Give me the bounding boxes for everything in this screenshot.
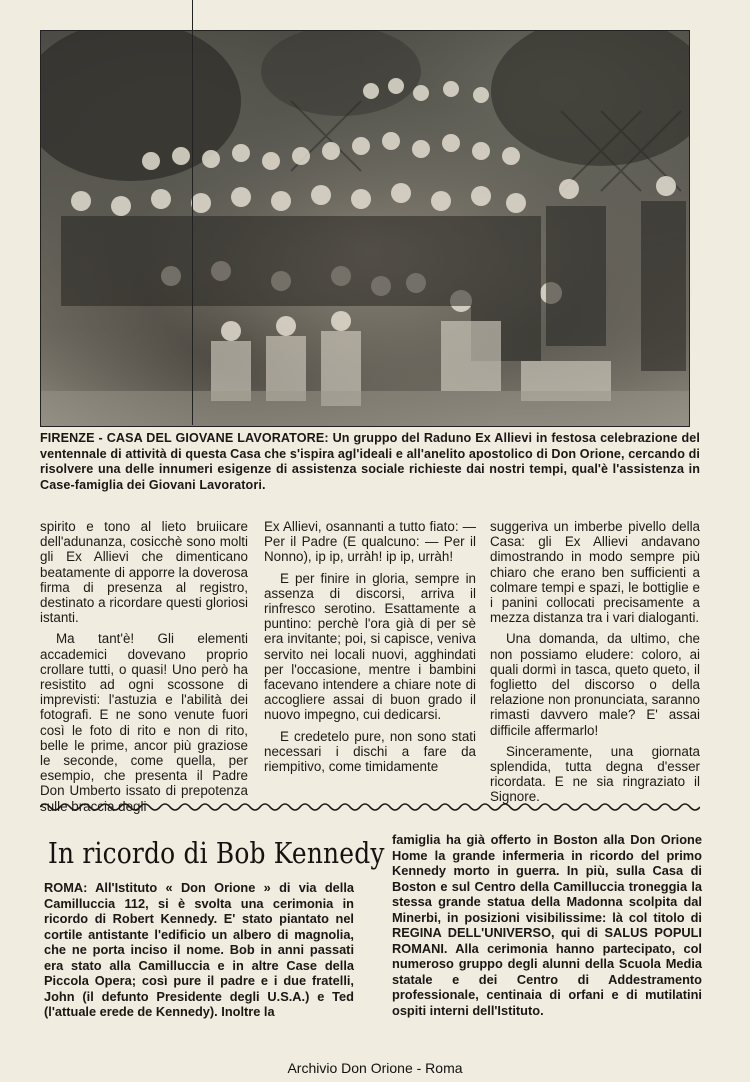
column-paragraph: Una domanda, da ultimo, che non possiamo eludere: coloro, ai quali dormì in tasca, queto queto, il foglietto del discorso o della relazione non pronunciata, saranno rimasti davvero male? E' assai difficile affermarlo! (490, 631, 700, 738)
column-paragraph: Ex Allievi, osannanti a tutto fiato: — Per il Padre (E qualcuno: — Per il Nonno), ip ip, urràh! ip ip, urràh! (264, 519, 476, 565)
wavy-divider (40, 800, 700, 814)
column-paragraph: E credetelo pure, non sono stati necessari i dischi a fare da riempitivo, come timidamente (264, 728, 476, 775)
column-paragraph: Sinceramente, una giornata splendida, tutta degna d'esser ricordata. E ne sia ringraziato il Signore. (490, 743, 700, 805)
article-paragraph: ROMA: All'Istituto « Don Orione » di via della Camilluccia 112, si è svolta una cerimonia in ricordo di Robert Kennedy. E' stato piantato nel cortile antistante l'edificio un albero di magnolia, che ne porta inciso il nome. Bob in anni passati era stato alla Camilluccia e in altre Case della Piccola Opera; così pure il padre e i due fratelli, John (il defunto Presidente degli U.S.A.) e Ted (l'attuale erede de Kennedy). Inoltre la (44, 880, 354, 1019)
archive-footer: Archivio Don Orione - Roma (287, 1060, 463, 1076)
photo-caption (40, 431, 700, 493)
article-body-right (392, 832, 702, 1018)
column-paragraph: Ma tant'è! Gli elementi accademici dovevano proprio crollare tutti, o quasi! Uno però ha resistito ad ogni scossone di imprevisti: l'astuzia e l'abilità dei fotografi. E ne sono venute fuori così le foto di rito e non di rito, belle le prime, ancor più graziose le seconde, come quella, per esempio, che presenta il Padre Don Umberto issato di prepotenza sulle braccia degli (40, 631, 248, 814)
article-headline: In ricordo di Bob Kennedy (48, 836, 385, 870)
text-column-2 (264, 519, 476, 780)
text-column-1 (40, 519, 248, 820)
article-paragraph: famiglia ha già offerto in Boston alla Don Orione Home la grande infermeria in ricordo del primo Kennedy morto in guerra. In più, sulla Casa di Boston e sul Centro della Camilluccia troneggia la stessa grande statua della Madonna scolpita dal Minerbi, in posizioni visibilissime: là col titolo di REGINA DELL'UNIVERSO, qui di SALUS POPULI ROMANI. Alla cerimonia hanno partecipato, col numeroso gruppo degli alunni della Scuola Media statale e dei Centro di Addestramento professionale, centinaia di orfani e di mutilatini ospiti interni dell'Istituto. (392, 832, 702, 1018)
column-paragraph: spirito e tono al lieto bruiicare dell'adunanza, cosicchè sono molti gli Ex Allievi che dimenticano beatamente di apporre la doverosa firma di presenza al registro, destinato a ricordare questi gloriosi istanti. (40, 519, 248, 626)
page-fold-line (192, 0, 193, 425)
caption-text: Un gruppo del Raduno Ex Allievi in festosa celebrazione del ventennale di attività di questa Casa che s'ispira agl'ideali e all'anelito apostolico di Don Orione, cercando di risolvere una delle innumeri esigenze di assistenza sociale richieste dai nostri tempi, qual'è l'assistenza in Case-famiglia dei Giovani Lavoratori. (40, 431, 701, 492)
column-paragraph: suggeriva un imberbe pivello della Casa: gli Ex Allievi andavano dimostrando in modo sempre più chiaro che erano ben sufficienti a colmare tempi e spazi, le bottiglie e i panini collocati precisamente a mezza distanza tra i vari dialoganti. (490, 519, 700, 626)
column-paragraph: E per finire in gloria, sempre in assenza di discorsi, arriva il rinfresco serotino. Esattamente a puntino: perchè l'ora già di per sè era invitante; poi, si capisce, veniva servito nei locali nuovi, agghindati per l'occasione, mentre i bambini facevano intendere a chiare note di accogliere assai di buon grado il nuovo impegno, cui dedicarsi. (264, 570, 476, 723)
group-photo (40, 30, 690, 427)
caption-lead: FIRENZE - CASA DEL GIOVANE LAVORATORE: (40, 431, 329, 445)
text-column-3 (490, 519, 700, 811)
group-photo-illustration (41, 31, 689, 426)
article-body-left (44, 880, 354, 1020)
